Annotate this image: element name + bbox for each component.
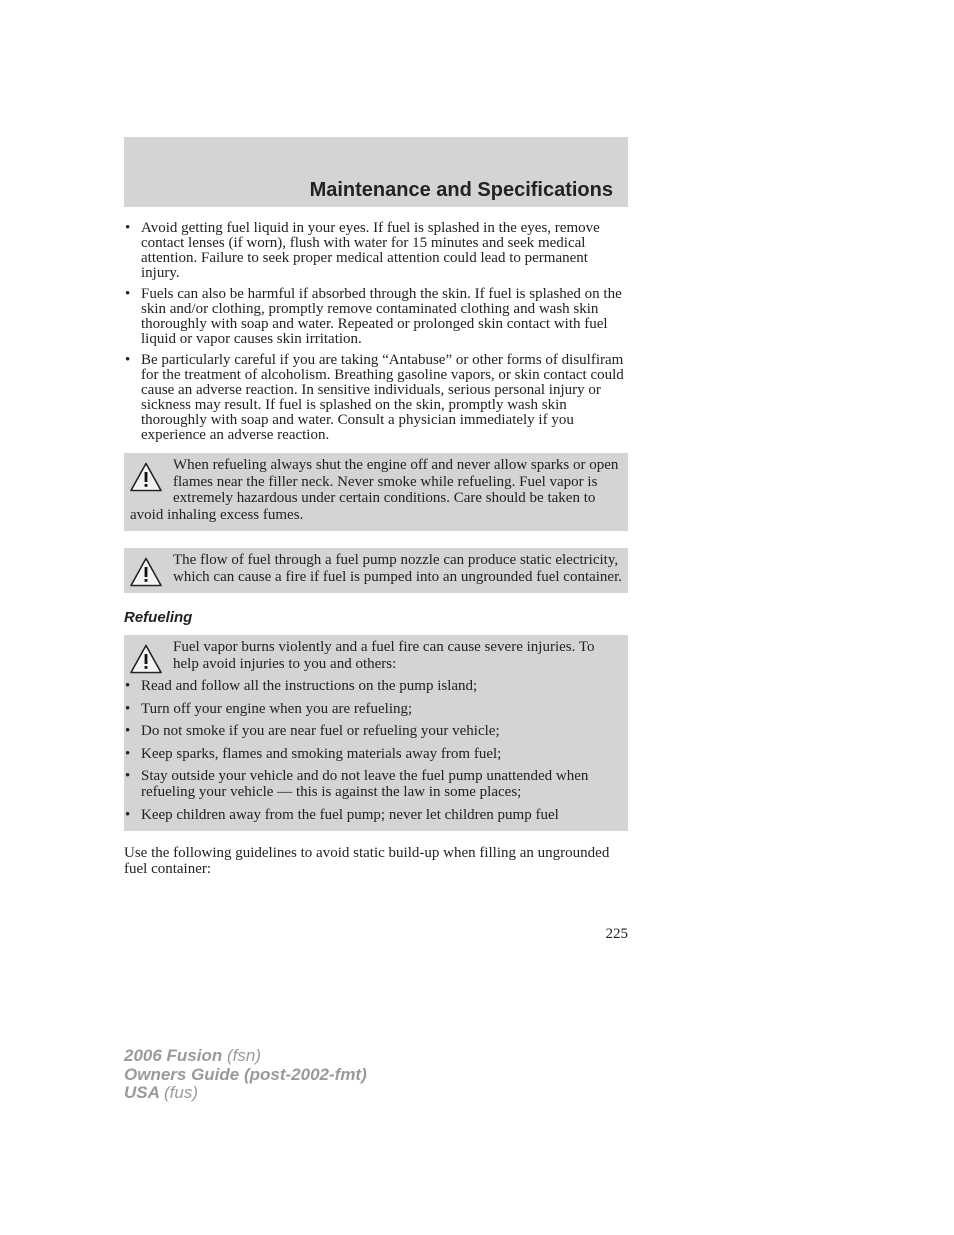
list-item: • Turn off your engine when you are refueling; (124, 701, 622, 717)
warning-text: When refueling always shut the engine off and never allow sparks or open flames near the filler neck. Never smoke while refueling. Fuel vapor is extremely hazardous under certain conditions. Care should be taken to avoid inhaling excess fumes. (130, 457, 619, 523)
warning-head (130, 639, 622, 672)
list-item: • Be particularly careful if you are taking “Antabuse” or other forms of disulfiram for the treatment of alcoholism. Breathing gasoline vapors, or skin contact could cause an adverse reaction. In sensitive individuals, serious personal injury or sickness may result. If fuel is splashed on the skin, promptly wash skin thoroughly with soap and water. Consult a physician immediately if you experience an adverse reaction. (124, 353, 628, 443)
warning-triangle-icon (130, 557, 162, 587)
list-item: • Avoid getting fuel liquid in your eyes. If fuel is splashed in the eyes, remove contact lenses (if worn), flush with water for 15 minutes and seek medical attention. Failure to seek proper medical attention could lead to permanent injury. (124, 221, 628, 281)
warning-box-static-electricity (124, 548, 628, 593)
list-item: • Do not smoke if you are near fuel or refueling your vehicle; (124, 723, 622, 739)
footer-line-1 (124, 1047, 367, 1066)
section-header (124, 137, 628, 207)
list-item: • Keep sparks, flames and smoking materials away from fuel; (124, 746, 622, 762)
refueling-heading: Refueling (124, 609, 193, 626)
section-title: Maintenance and Specifications (309, 179, 613, 201)
list-item: • Fuels can also be harmful if absorbed through the skin. If fuel is splashed on the skin and/or clothing, promptly remove contaminated clothing and wash skin thoroughly with soap and water. Repeated or prolonged skin contact with fuel liquid or vapor causes skin irritation. (124, 287, 628, 347)
refueling-safety-list (124, 678, 622, 823)
list-item: • Keep children away from the fuel pump; never let children pump fuel (124, 807, 622, 823)
footer-model-code: (fsn) (227, 1046, 261, 1065)
footer-guide: Owners Guide (post-2002-fmt) (124, 1064, 367, 1084)
footer-line-3 (124, 1084, 367, 1103)
warning-triangle-icon (130, 644, 162, 674)
warning-triangle-icon (130, 462, 162, 492)
footer-market: USA (124, 1083, 160, 1102)
footer-market-code: (fus) (164, 1083, 198, 1102)
warning-box-refueling (124, 635, 628, 831)
document-footer (124, 1047, 367, 1103)
footer-model: 2006 Fusion (124, 1046, 223, 1065)
warning-box-refueling-engine (124, 453, 628, 531)
page-number: 225 (605, 926, 628, 942)
footer-line-2 (124, 1066, 367, 1085)
list-item: • Stay outside your vehicle and do not leave the fuel pump unattended when refueling your vehicle — this is against the law in some places; (124, 768, 622, 800)
list-item: • Read and follow all the instructions on the pump island; (124, 678, 622, 694)
page-content (124, 221, 628, 877)
closing-paragraph: Use the following guidelines to avoid static build-up when filling an ungrounded fuel container: (124, 844, 610, 877)
warning-text: Fuel vapor burns violently and a fuel fire can cause severe injuries. To help avoid injuries to you and others: (173, 639, 595, 672)
intro-bullet-list (124, 221, 628, 443)
warning-text: The flow of fuel through a fuel pump nozzle can produce static electricity, which can cause a fire if fuel is pumped into an ungrounded fuel container. (173, 552, 623, 585)
